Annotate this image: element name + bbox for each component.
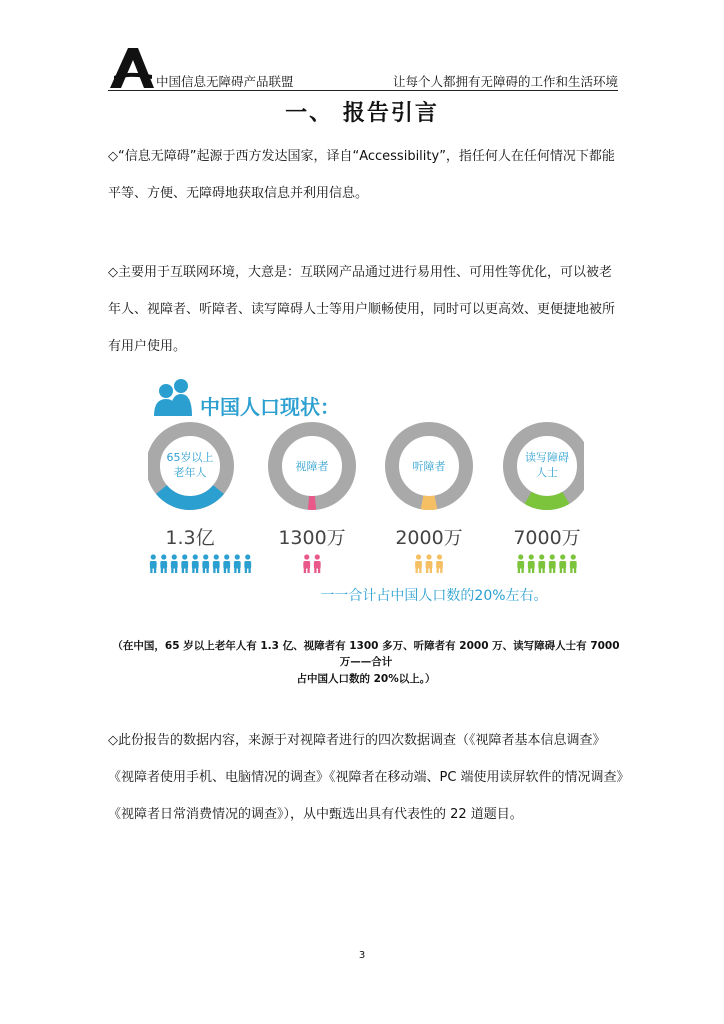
- person-icon: [171, 554, 178, 573]
- page-number: 3: [358, 950, 366, 961]
- population-group-3: [386, 423, 473, 573]
- person-icon: [436, 554, 443, 573]
- caption-line-2: 占中国人口数的 20%以上。）: [296, 673, 436, 685]
- group-value: 7000万: [513, 527, 581, 549]
- population-infographic: [148, 376, 584, 610]
- group-label-line-2: 老年人: [173, 466, 207, 479]
- person-icon: [528, 554, 535, 573]
- group-label-line-1: 视障者: [295, 460, 329, 473]
- org-name: 中国信息无障碍产品联盟: [156, 74, 294, 89]
- infographic-heading: 中国人口现状：: [200, 395, 340, 419]
- population-group-1: [148, 414, 251, 573]
- person-icon: [202, 554, 209, 573]
- header-slogan: 让每个人都拥有无障碍的工作和生活环境: [392, 74, 618, 89]
- person-icon: [213, 554, 220, 573]
- intro-paragraph-1: ◇“信息无障碍”起源于西方发达国家，译自“Accessibility”，指任何人在任何情况下都能平等、方便、无障碍地获取信息并利用信息。: [108, 149, 615, 201]
- header-rule: [108, 90, 618, 91]
- person-icon: [223, 554, 230, 573]
- person-icon: [314, 554, 321, 573]
- person-icon: [538, 554, 545, 573]
- person-icon: [517, 554, 524, 573]
- population-chart: [148, 376, 584, 610]
- person-icon: [160, 554, 167, 573]
- person-icon: [244, 554, 251, 573]
- group-label-line-1: 65岁以上: [166, 451, 214, 464]
- person-icon: [426, 554, 433, 573]
- section-title: 一、 报告引言: [285, 101, 439, 126]
- people-icon: [154, 379, 192, 416]
- intro-paragraph-2: ◇主要用于互联网环境，大意是：互联网产品通过进行易用性、可用性等优化，可以被老年人、视障者、听障者、读写障碍人士等用户顺畅使用，同时可以更高效、更便捷地被所有用户使用。: [108, 265, 616, 354]
- person-icon: [303, 554, 310, 573]
- group-value: 2000万: [395, 527, 463, 549]
- person-icon: [192, 554, 199, 573]
- person-icon: [150, 554, 157, 573]
- alliance-logo: [108, 46, 156, 88]
- group-label-line-2: 人士: [536, 466, 558, 479]
- population-group-2: [272, 426, 353, 573]
- population-group-4: [496, 415, 584, 573]
- group-label-line-1: 听障者: [412, 460, 446, 473]
- person-icon: [570, 554, 577, 573]
- group-value: 1.3亿: [165, 527, 215, 549]
- caption-line-1: （在中国，65 岁以上老年人有 1.3 亿、视障者有 1300 多万、听障者有 2000 万、读写障碍人士有 7000 万——合计: [112, 640, 620, 668]
- person-icon: [549, 554, 556, 573]
- page-header: [108, 46, 618, 90]
- person-icon: [234, 554, 241, 573]
- intro-paragraph-3: ◇此份报告的数据内容，来源于对视障者进行的四次数据调查（《视障者基本信息调查》《视障者使用手机、电脑情况的调查》《视障者在移动端、PC 端使用读屏软件的情况调查》《视障者日常消费情况的调查》），从中甄选出具有代表性的 22 道题目。: [108, 733, 624, 822]
- person-icon: [181, 554, 188, 573]
- infographic-total: 一一合计占中国人口数的20%左右。: [320, 588, 548, 604]
- group-value: 1300万: [278, 527, 346, 549]
- group-label-line-1: 读写障碍: [525, 451, 569, 464]
- person-icon: [559, 554, 566, 573]
- person-icon: [415, 554, 422, 573]
